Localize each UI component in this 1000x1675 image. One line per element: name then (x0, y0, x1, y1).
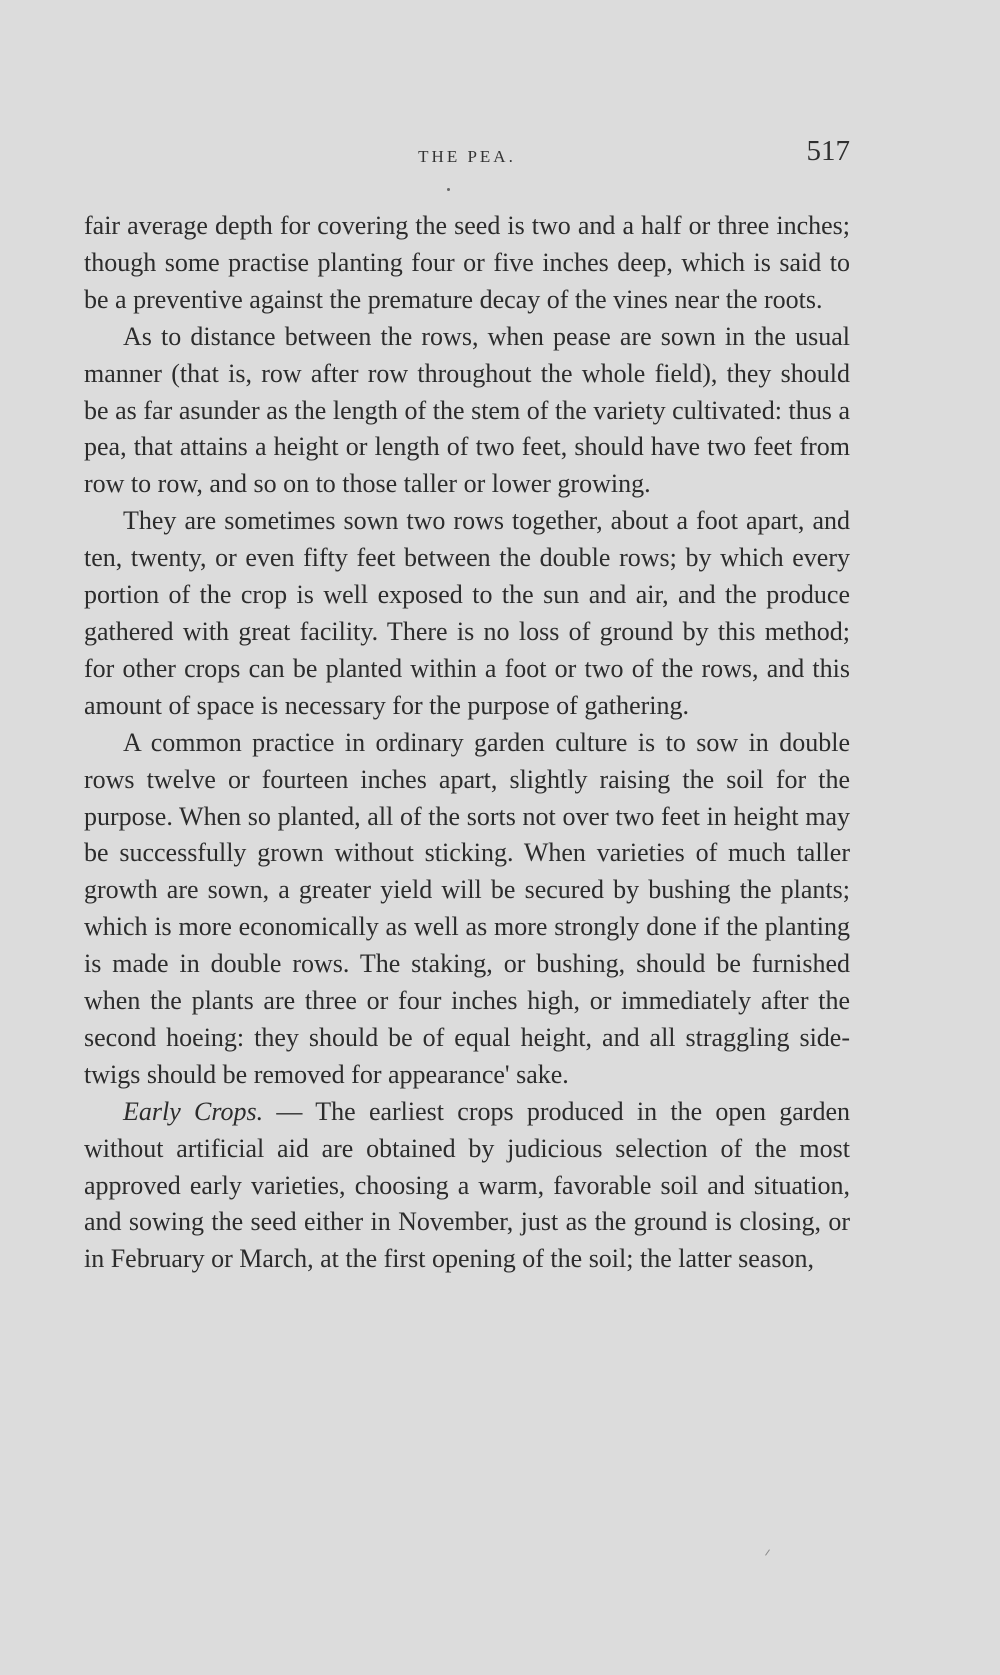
ink-mark (765, 1549, 770, 1555)
early-crops-text: — The earliest crops produced in the open garden without artificial aid are obtained by judicious selection of the most approved early varieties, choosing a warm, favorable soil and situation, and sowing the seed either in November, just as the ground is closing, or in February or March, at the first opening of the soil; the latter season, (84, 1096, 850, 1274)
body-text (84, 208, 850, 1278)
paragraph-row-distance: As to distance between the rows, when pease are sown in the usual manner (that is, row after row throughout the whole field), they should be as far asunder as the length of the stem of the variety cultivated: thus a pea, that attains a height or length of two feet, should have two feet from row to row, and so on to those taller or lower growing. (84, 321, 850, 499)
paragraph-early-crops (84, 1094, 850, 1279)
paragraph-garden-practice: A common practice in ordinary garden culture is to sow in double rows twelve or fourteen inches apart, slightly raising the soil for the purpose. When so planted, all of the sorts not over two feet in height may be successfully grown without sticking. When varieties of much taller growth are sown, a greater yield will be secured by bushing the plants; which is more economically as well as more strongly done if the planting is made in double rows. The staking, or bushing, should be furnished when the plants are three or four inches high, or immediately after the second hoeing: they should be of equal height, and all straggling side-twigs should be removed for appearance' sake. (84, 727, 850, 1089)
running-head (84, 135, 850, 175)
running-title: THE PEA. (418, 147, 516, 166)
ink-speck (447, 188, 450, 191)
paragraph-double-rows: They are sometimes sown two rows together, about a foot apart, and ten, twenty, or even fifty feet between the double rows; by which every portion of the crop is well exposed to the sun and air, and the produce gathered with great facility. There is no loss of ground by this method; for other crops can be planted within a foot or two of the rows, and this amount of space is necessary for the purpose of gathering. (84, 506, 850, 720)
early-crops-heading: Early Crops. (123, 1096, 264, 1126)
page-number: 517 (806, 135, 850, 167)
paragraph-continuation: fair average depth for covering the seed is two and a half or three inches; though some practise planting four or five inches deep, which is said to be a preventive against the premature decay of the vines near the roots. (84, 211, 850, 314)
